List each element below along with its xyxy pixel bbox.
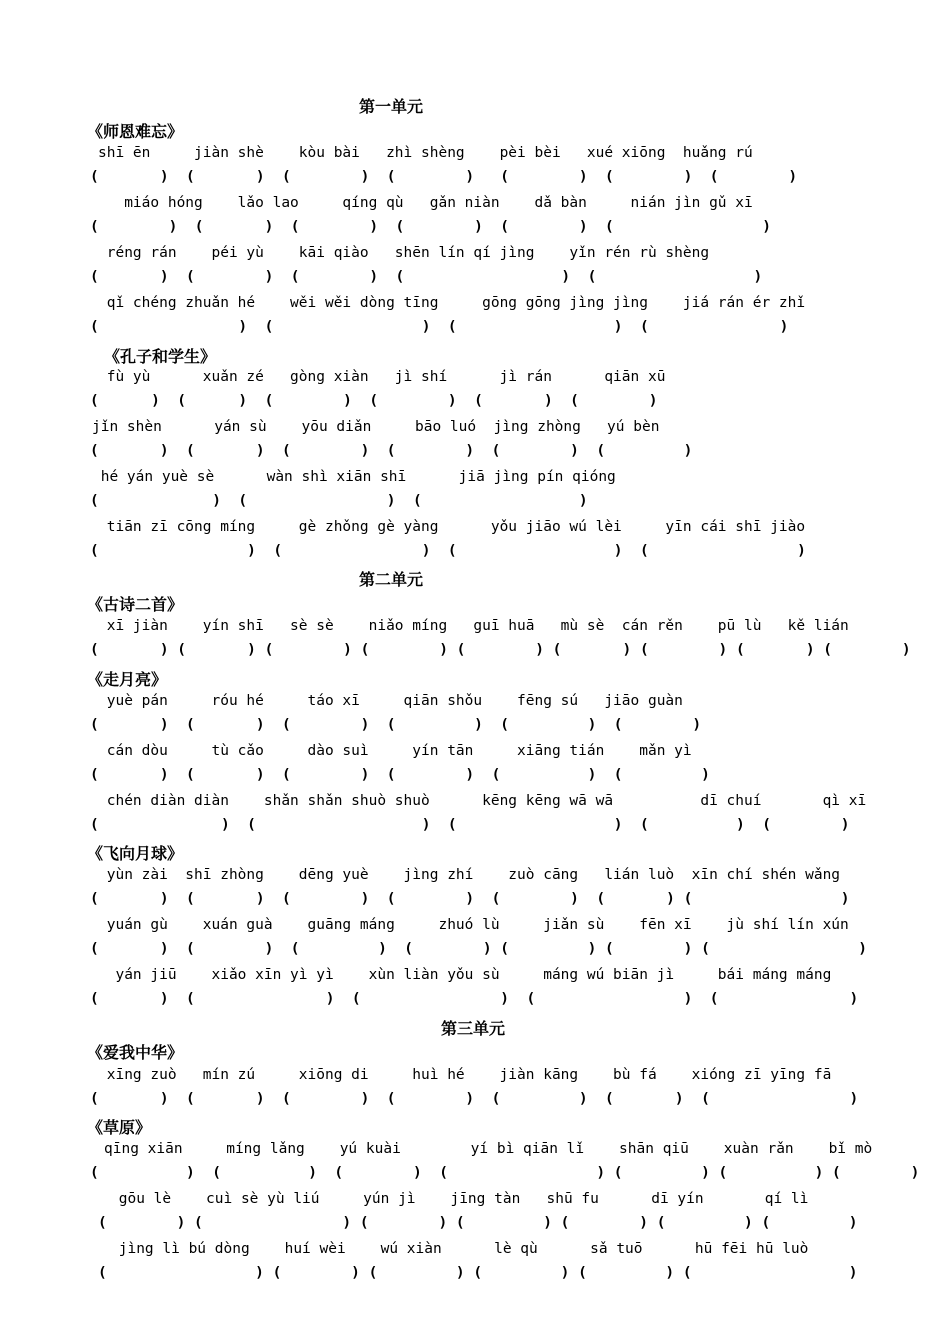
pinyin-row: yuán gù xuán guà guāng máng zhuó lù jiǎn sù fēn xī jù shí lín xún [98,917,849,933]
answer-brackets-row: ( ) ( ) ( ) ( ) ( ) ( ) [90,767,710,783]
pinyin-row: fù yù xuǎn zé gòng xiàn jì shí jì rán qiān xū [98,369,666,385]
pinyin-row: hé yán yuè sè wàn shì xiān shī jiā jìng pín qióng [92,469,616,485]
pinyin-row: yán jiū xiǎo xīn yì yì xùn liàn yǒu sù máng wú biān jì bái máng máng [98,967,832,983]
answer-brackets-row: ( ) ( ) ( ) ( ) ( ) ( ) ( ) ( ) ( ) [90,642,911,658]
answer-brackets-row: ( ) ( ) ( ) ( ) ( ) ( ) ( ) [90,891,850,907]
pinyin-row: shī ēn jiàn shè kòu bài zhì shèng pèi bèi xué xiōng huǎng rú [98,145,753,161]
unit-title: 第三单元 [441,1019,506,1038]
lesson-title: 《师恩难忘》 [87,122,184,141]
answer-brackets-row: ( ) ( ) ( ) ( ) ( ) [90,817,850,833]
pinyin-row: réng rán péi yù kāi qiào shēn lín qí jìng yǐn rén rù shèng [98,245,710,261]
pinyin-row: yuè pán róu hé táo xī qiān shǒu fēng sú jiāo guàn [98,693,683,709]
answer-brackets-row: ( ) ( ) ( ) ( ) ( ) ( ) ( ) [90,169,798,185]
pinyin-row: gōu lè cuì sè yù liú yún jì jīng tàn shū fu dī yín qí lì [110,1191,809,1207]
answer-brackets-row: ( ) ( ) ( ) ( ) [90,543,806,559]
lesson-title: 《走月亮》 [87,670,168,689]
answer-brackets-row: ( ) ( ) ( ) ( ) ( ) ( ) [90,219,771,235]
answer-brackets-row: ( ) ( ) ( ) [90,493,588,509]
lesson-title: 《草原》 [87,1118,152,1137]
answer-brackets-row: ( ) ( ) ( ) ( ) ( ) ( ) [90,717,702,733]
answer-brackets-row: ( ) ( ) ( ) ( ) [90,319,789,335]
lesson-title: 《飞向月球》 [87,844,184,863]
pinyin-row: yùn zài shī zhòng dēng yuè jìng zhí zuò cāng lián luò xīn chí shén wǎng [98,867,841,883]
pinyin-row: xī jiàn yín shī sè sè niǎo míng guī huā mù sè cán rěn pū lù kě lián [98,618,849,634]
answer-brackets-row: ( ) ( ) ( ) ( ) ( ) [90,991,859,1007]
unit-title: 第二单元 [359,570,424,589]
answer-brackets-row: ( ) ( ) ( ) ( ) ( ) ( ) [90,443,693,459]
pinyin-row: jǐn shèn yán sù yōu diǎn bāo luó jìng zhòng yú bèn [92,419,660,435]
answer-brackets-row: ( ) ( ) ( ) ( ) ( ) ( ) ( ) [90,1091,859,1107]
lesson-title: 《古诗二首》 [87,595,184,614]
lesson-title: 《孔子和学生》 [104,347,217,366]
lesson-title: 《爱我中华》 [87,1043,184,1062]
answer-brackets-row: ( ) ( ) ( ) ( ) ( ) ( ) [90,393,658,409]
answer-brackets-row: ( ) ( ) ( ) ( ) ( ) ( ) ( ) [98,1215,858,1231]
pinyin-row: qīng xiān míng lǎng yú kuài yí bì qiān lǐ shān qiū xuàn rǎn bǐ mò [104,1141,873,1157]
answer-brackets-row: ( ) ( ) ( ) ( ) ( ) ( ) ( ) [90,941,867,957]
answer-brackets-row: ( ) ( ) ( ) ( ) ( ) [90,269,763,285]
pinyin-row: miáo hóng lǎo lao qíng qù gǎn niàn dǎ bàn nián jìn gǔ xī [98,195,753,211]
pinyin-row: jìng lì bú dòng huí wèi wú xiàn lè qù sǎ tuō hū fēi hū luò [110,1241,809,1257]
pinyin-row: tiān zī cōng míng gè zhǒng gè yàng yǒu jiāo wú lèi yīn cái shī jiào [98,519,806,535]
answer-brackets-row: ( ) ( ) ( ) ( ) ( ) ( ) [98,1265,858,1281]
answer-brackets-row: ( ) ( ) ( ) ( ) ( ) ( ) ( ) [90,1165,920,1181]
pinyin-row: chén diàn diàn shǎn shǎn shuò shuò kēng kēng wā wā dī chuí qì xī [98,793,867,809]
pinyin-row: xīng zuò mín zú xiōng di huì hé jiàn kāng bù fá xióng zī yīng fā [98,1067,832,1083]
pinyin-row: qǐ chéng zhuǎn hé wěi wěi dòng tīng gōng gōng jìng jìng jiá rán ér zhǐ [98,295,806,311]
pinyin-row: cán dòu tù cǎo dào suì yín tān xiāng tián mǎn yì [98,743,692,759]
unit-title: 第一单元 [359,97,424,116]
